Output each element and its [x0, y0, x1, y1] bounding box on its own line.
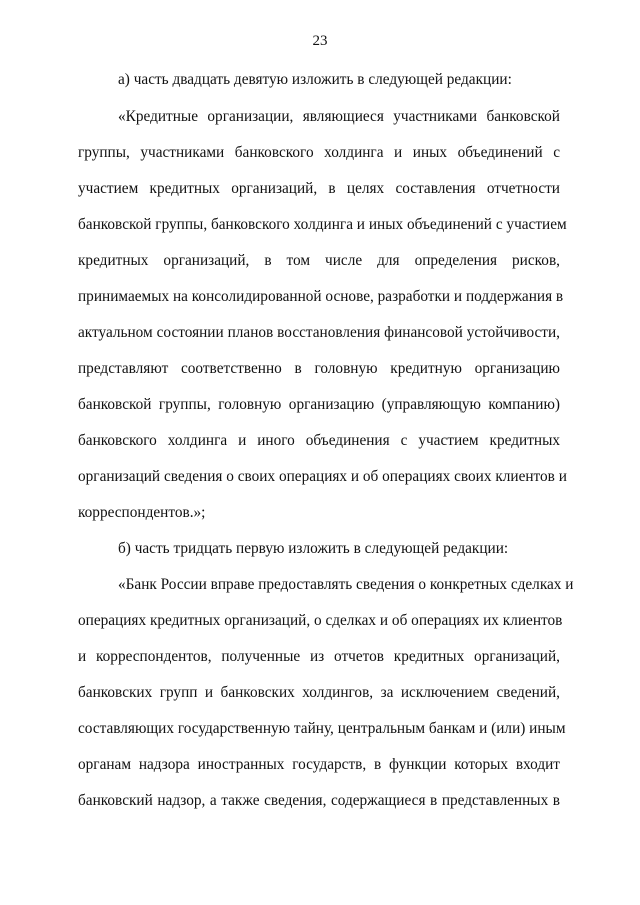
text-line: составляющих государственную тайну, центральным банкам и (или) иным: [78, 720, 566, 737]
text-line: банковский надзор, а также сведения, содержащиеся в представленных в: [78, 792, 560, 809]
text-line: организаций сведения о своих операциях и об операциях своих клиентов и: [78, 468, 567, 485]
text-line: операциях кредитных организаций, о сделках и об операциях их клиентов: [78, 612, 563, 629]
paragraph-a-heading: а) часть двадцать девятую изложить в следующей редакции:: [118, 71, 512, 88]
text-line: и корреспондентов, полученные из отчетов кредитных организаций,: [78, 648, 560, 665]
text-line: «Кредитные организации, являющиеся участниками банковской: [118, 108, 560, 125]
text-line: группы, участниками банковского холдинга и иных объединений с: [78, 144, 560, 161]
text-line: банковских групп и банковских холдингов, за исключением сведений,: [78, 684, 560, 701]
text-line: банковской группы, банковского холдинга и иных объединений с участием: [78, 216, 567, 233]
text-line: участием кредитных организаций, в целях составления отчетности: [78, 180, 560, 197]
text-line: органам надзора иностранных государств, в функции которых входит: [78, 756, 560, 773]
text-line: актуальном состоянии планов восстановления финансовой устойчивости,: [78, 324, 560, 341]
page-number: 23: [312, 33, 328, 49]
text-line: банковской группы, головную организацию (управляющую компанию): [78, 396, 560, 413]
paragraph-b-heading: б) часть тридцать первую изложить в следующей редакции:: [118, 540, 509, 557]
text-line: представляют соответственно в головную кредитную организацию: [78, 360, 560, 377]
text-line: «Банк России вправе предоставлять сведения о конкретных сделках и: [118, 576, 574, 593]
text-line: корреспондентов.»;: [78, 504, 206, 521]
text-line: принимаемых на консолидированной основе, разработки и поддержания в: [78, 288, 564, 305]
text-line: банковского холдинга и иного объединения с участием кредитных: [78, 432, 560, 449]
text-line: кредитных организаций, в том числе для определения рисков,: [78, 252, 560, 269]
